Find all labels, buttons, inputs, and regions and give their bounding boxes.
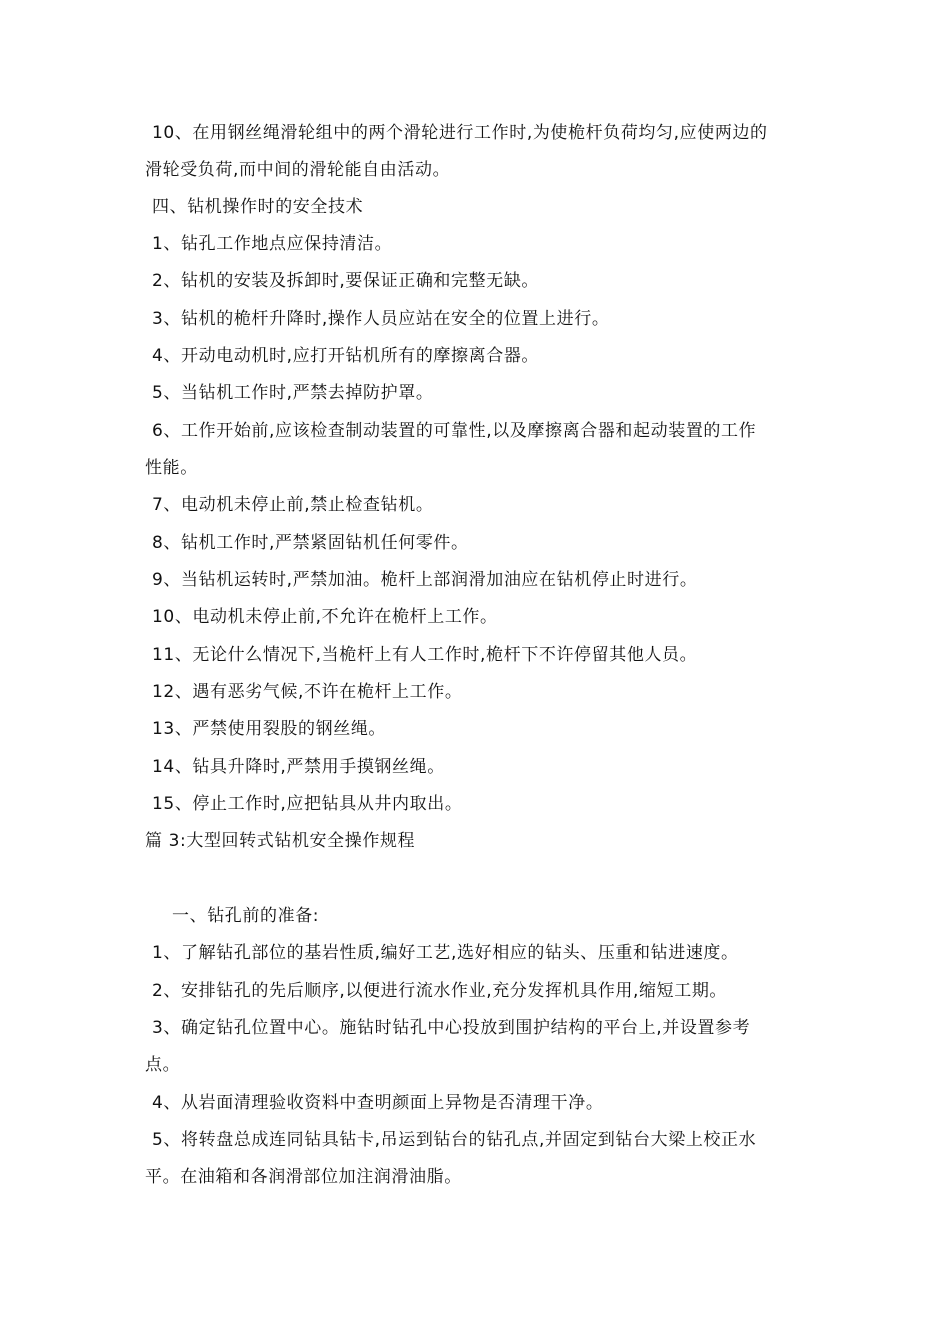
section-heading: 四、钻机操作时的安全技术 — [152, 197, 364, 217]
list-item-continuation: 点。 — [145, 1055, 181, 1075]
list-item: 1、钻孔工作地点应保持清洁。 — [152, 234, 393, 254]
list-item: 1、了解钻孔部位的基岩性质,编好工艺,选好相应的钻头、压重和钻进速度。 — [152, 943, 739, 963]
list-item: 10、电动机未停止前,不允许在桅杆上工作。 — [152, 607, 498, 627]
list-item: 12、遇有恶劣气候,不许在桅杆上工作。 — [152, 682, 463, 702]
list-item: 15、停止工作时,应把钻具从井内取出。 — [152, 794, 463, 814]
list-item-continuation: 性能。 — [145, 458, 198, 478]
list-item: 9、当钻机运转时,严禁加油。桅杆上部润滑加油应在钻机停止时进行。 — [152, 570, 698, 590]
list-item: 3、钻机的桅杆升降时,操作人员应站在安全的位置上进行。 — [152, 309, 610, 329]
paragraph-line: 10、在用钢丝绳滑轮组中的两个滑轮进行工作时,为使桅杆负荷均匀,应使两边的 — [152, 123, 768, 143]
list-item: 11、无论什么情况下,当桅杆上有人工作时,桅杆下不许停留其他人员。 — [152, 645, 698, 665]
list-item: 13、严禁使用裂股的钢丝绳。 — [152, 719, 387, 739]
paragraph-line: 滑轮受负荷,而中间的滑轮能自由活动。 — [145, 160, 451, 180]
list-item: 5、将转盘总成连同钻具钻卡,吊运到钻台的钻孔点,并固定到钻台大梁上校正水 — [152, 1130, 757, 1150]
list-item: 5、当钻机工作时,严禁去掉防护罩。 — [152, 383, 434, 403]
list-item-continuation: 平。在油箱和各润滑部位加注润滑油脂。 — [145, 1167, 462, 1187]
list-item: 14、钻具升降时,严禁用手摸钢丝绳。 — [152, 757, 445, 777]
list-item: 8、钻机工作时,严禁紧固钻机任何零件。 — [152, 533, 469, 553]
list-item: 2、钻机的安装及拆卸时,要保证正确和完整无缺。 — [152, 271, 540, 291]
chapter-title: 篇 3:大型回转式钻机安全操作规程 — [145, 831, 416, 851]
list-item: 4、开动电动机时,应打开钻机所有的摩擦离合器。 — [152, 346, 540, 366]
list-item: 7、电动机未停止前,禁止检查钻机。 — [152, 495, 434, 515]
section-heading: 一、钻孔前的准备: — [172, 906, 320, 926]
list-item: 4、从岩面清理验收资料中查明颜面上异物是否清理干净。 — [152, 1093, 604, 1113]
list-item: 2、安排钻孔的先后顺序,以便进行流水作业,充分发挥机具作用,缩短工期。 — [152, 981, 728, 1001]
list-item: 3、确定钻孔位置中心。施钻时钻孔中心投放到围护结构的平台上,并设置参考 — [152, 1018, 751, 1038]
list-item: 6、工作开始前,应该检查制动装置的可靠性,以及摩擦离合器和起动装置的工作 — [152, 421, 757, 441]
